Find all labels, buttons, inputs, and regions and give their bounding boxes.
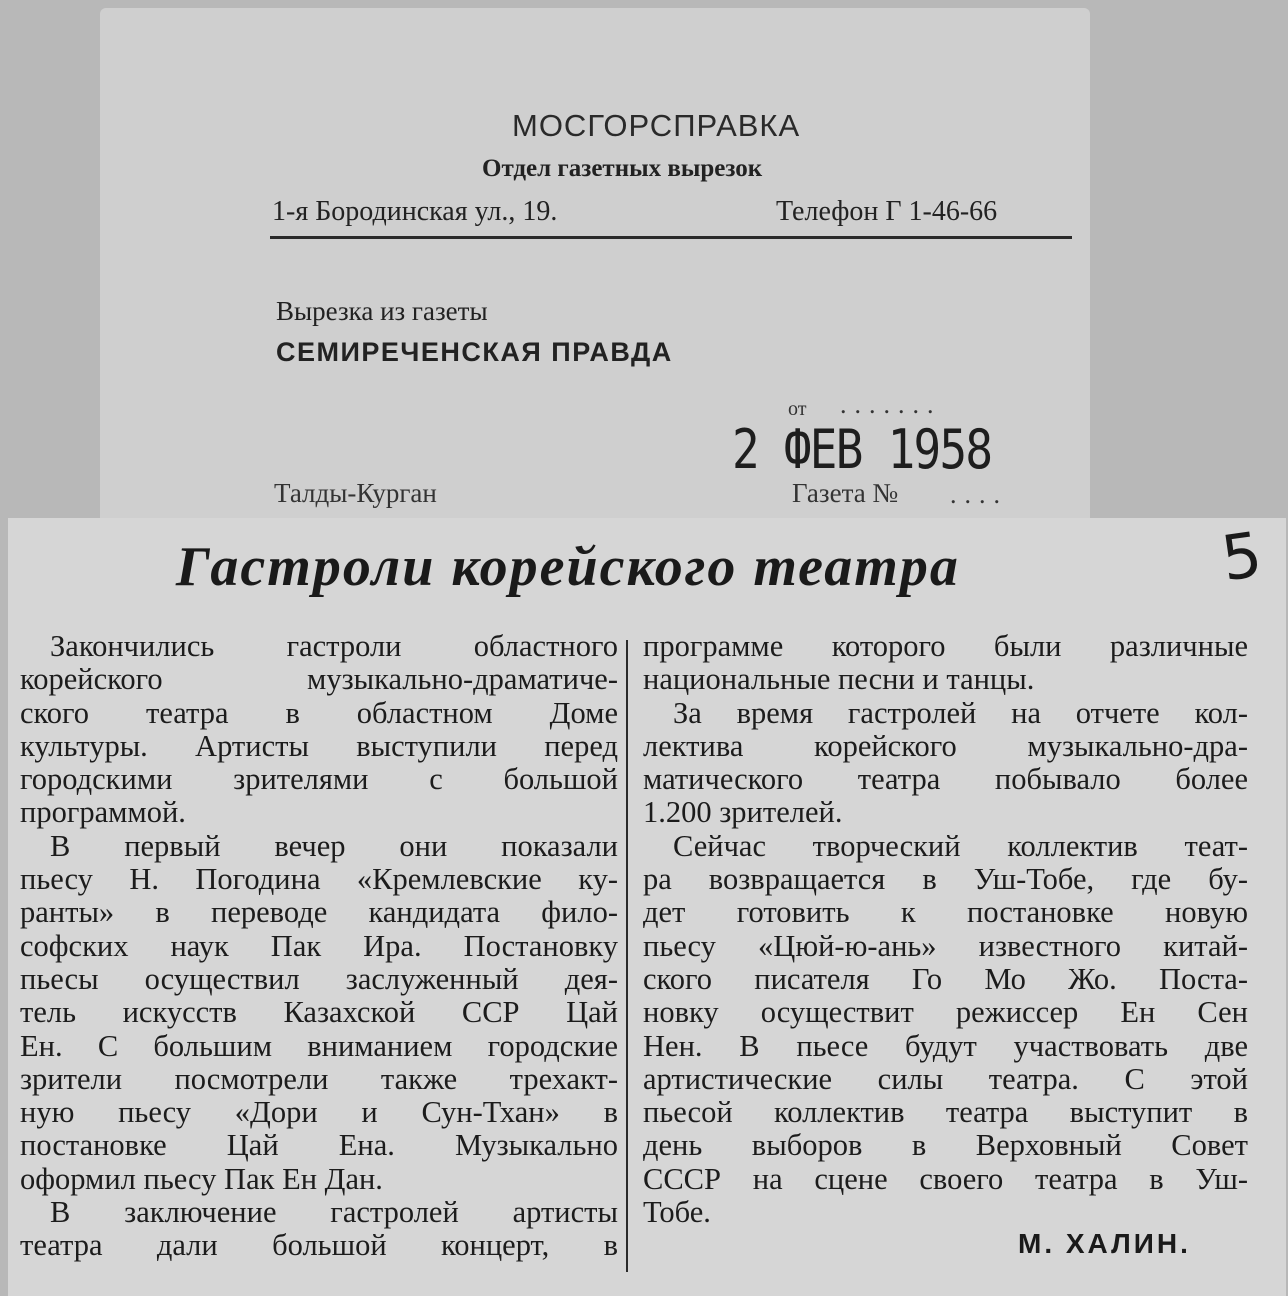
article-text-line: городскими зрителями с большой (20, 762, 618, 797)
article-text-line: ранты» в переводе кандидата фило- (20, 895, 618, 930)
date-dots: ....... (840, 390, 942, 419)
article-text-line: ную пьесу «Дори и Сун-Тхан» в (20, 1095, 618, 1130)
date-stamp: 2 ФЕВ 1958 (732, 418, 992, 481)
article-author: М. ХАЛИН. (1018, 1228, 1191, 1259)
article-text-line: новку осуществит режиссер Ен Сен (643, 995, 1248, 1030)
article-text-line: национальные песни и танцы. (643, 662, 1035, 697)
article-text-line: корейского музыкально-драматиче- (20, 662, 618, 697)
date-from-label: от (788, 398, 807, 420)
article-text-line: программой. (20, 795, 186, 830)
article-text-line: матического театра побывало более (643, 762, 1248, 797)
article-text-line: постановке Цай Ена. Музыкально (20, 1128, 618, 1163)
article-text-line: Нен. В пьесе будут участвовать две (643, 1028, 1248, 1063)
article-left-column (20, 630, 618, 1263)
article-text-line: артистические силы театра. С этой (643, 1061, 1248, 1096)
article-headline: Гастроли корейского театра (176, 536, 960, 598)
article-text-line: пьесу Н. Погодина «Кремлевские ку- (20, 862, 618, 897)
article-text-line: Закончились гастроли областного (50, 629, 618, 663)
article-text-line: СССР на сцене своего театра в Уш- (643, 1161, 1248, 1196)
article-right-column (643, 630, 1248, 1229)
article-text-line: дет готовить к постановке новую (643, 895, 1248, 930)
header-phone: Телефон Г 1-46-66 (776, 196, 998, 227)
article-text-line: ского театра в областном Доме (20, 695, 618, 730)
article-text-line: В заключение гастролей артисты (50, 1195, 618, 1230)
article-text-line: оформил пьесу Пак Ен Дан. (20, 1161, 383, 1196)
article-text-line: лектива корейского музыкально-дра- (643, 728, 1248, 763)
article-text-line: Ен. С большим вниманием городские (20, 1028, 618, 1063)
gazeta-number-dots: .... (950, 480, 1008, 509)
article-text-line: Тобе. (643, 1195, 711, 1230)
article-text-line: театра дали большой концерт, в (20, 1228, 618, 1263)
article-text-line: зрители посмотрели также трехакт- (20, 1061, 618, 1096)
article-text-line: За время гастролей на отчете кол- (673, 695, 1248, 730)
city-label: Талды-Курган (274, 478, 437, 508)
article-text-line: ра возвращается в Уш-Тобе, где бу- (643, 862, 1248, 897)
handwritten-page-mark: 5 (1217, 517, 1267, 596)
clip-source-label: Вырезка из газеты (276, 296, 488, 326)
article-text-line: Сейчас творческий коллектив теат- (673, 828, 1248, 863)
article-text-line: софских наук Пак Ира. Постановку (20, 928, 618, 963)
article-text-line: 1.200 зрителей. (643, 795, 843, 830)
article-text-line: ского писателя Го Мо Жо. Поста- (643, 961, 1248, 996)
article-text-line: день выборов в Верховный Совет (643, 1128, 1248, 1163)
article-text-line: пьесу «Цюй-ю-ань» известного китай- (643, 928, 1248, 963)
article-text-line: пьесой коллектив театра выступит в (643, 1095, 1248, 1130)
article-text-line: В первый вечер они показали (50, 828, 618, 863)
gazeta-number-label: Газета № (792, 478, 899, 508)
column-divider (626, 640, 628, 1272)
article-text-line: пьесы осуществил заслуженный дея- (20, 961, 618, 996)
header-address: 1-я Бородинская ул., 19. (272, 196, 558, 227)
article-text-line: культуры. Артисты выступили перед (20, 728, 618, 763)
article-text-line: тель искусств Казахской ССР Цай (20, 995, 618, 1030)
header-divider (270, 236, 1072, 239)
newspaper-name: СЕМИРЕЧЕНСКАЯ ПРАВДА (276, 337, 673, 367)
header-department: Отдел газетных вырезок (482, 155, 763, 182)
header-org-name: МОСГОРСПРАВКА (512, 108, 801, 143)
article-text-line: программе которого были различные (643, 629, 1248, 663)
